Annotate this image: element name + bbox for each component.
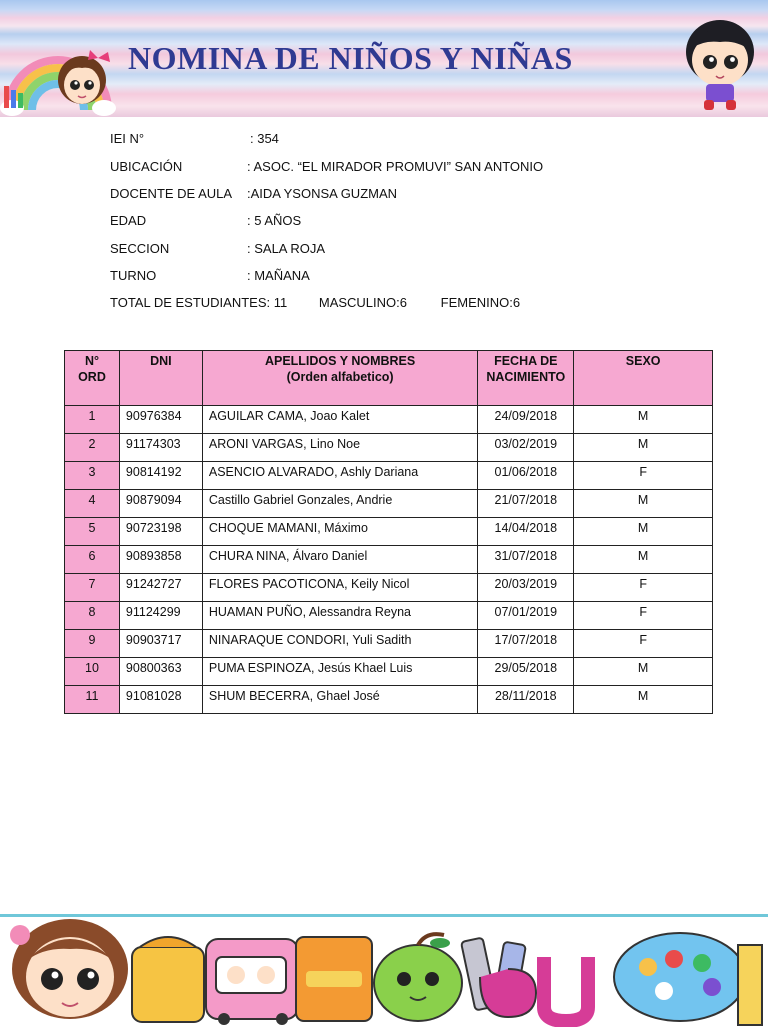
- total-students: TOTAL DE ESTUDIANTES: 11: [110, 295, 288, 310]
- seccion-value: : SALA ROJA: [247, 241, 326, 256]
- name-cell: SHUM BECERRA, Ghael José: [202, 686, 477, 714]
- table-row: [65, 602, 713, 630]
- info-row-totals: [110, 294, 520, 312]
- turno-label: TURNO: [110, 268, 157, 283]
- sex-cell: M: [574, 546, 713, 574]
- dni-cell: 91174303: [119, 434, 202, 462]
- birthdate-cell: 17/07/2018: [478, 630, 574, 658]
- edad-label: EDAD: [110, 213, 147, 228]
- ord-cell: 6: [65, 546, 120, 574]
- sex-cell: F: [574, 630, 713, 658]
- birthdate-cell: 14/04/2018: [478, 518, 574, 546]
- ord-cell: 2: [65, 434, 120, 462]
- sex-cell: F: [574, 574, 713, 602]
- table-row: [65, 490, 713, 518]
- page-title: NOMINA DE NIÑOS Y NIÑAS: [128, 40, 573, 76]
- name-cell: CHOQUE MAMANI, Máximo: [202, 518, 477, 546]
- name-cell: CHURA NINA, Álvaro Daniel: [202, 546, 477, 574]
- sex-cell: M: [574, 434, 713, 462]
- ord-cell: 5: [65, 518, 120, 546]
- name-cell: FLORES PACOTICONA, Keily Nicol: [202, 574, 477, 602]
- dni-cell: 91124299: [119, 602, 202, 630]
- table-row: [65, 658, 713, 686]
- ubicacion-label: UBICACIÓN: [110, 159, 183, 174]
- dni-cell: 91242727: [119, 574, 202, 602]
- birthdate-cell: 01/06/2018: [478, 462, 574, 490]
- birthdate-cell: 29/05/2018: [478, 658, 574, 686]
- table-row: [65, 434, 713, 462]
- dni-cell: 91081028: [119, 686, 202, 714]
- sex-cell: F: [574, 462, 713, 490]
- sex-cell: M: [574, 518, 713, 546]
- total-femenino: FEMENINO:6: [440, 295, 521, 310]
- ubicacion-value: : ASOC. “EL MIRADOR PROMUVI” SAN ANTONIO: [247, 159, 544, 174]
- sex-cell: M: [574, 686, 713, 714]
- birthdate-cell: 21/07/2018: [478, 490, 574, 518]
- name-cell: PUMA ESPINOZA, Jesús Khael Luis: [202, 658, 477, 686]
- seccion-label: SECCION: [110, 241, 170, 256]
- dni-cell: 90903717: [119, 630, 202, 658]
- birthdate-cell: 31/07/2018: [478, 546, 574, 574]
- table-row: [65, 462, 713, 490]
- table-row: [65, 518, 713, 546]
- name-cell: ARONI VARGAS, Lino Noe: [202, 434, 477, 462]
- ord-cell: 3: [65, 462, 120, 490]
- ord-cell: 9: [65, 630, 120, 658]
- footer-banner: [0, 914, 768, 1027]
- column-header-date: FECHA DE NACIMIENTO: [478, 351, 574, 406]
- sex-cell: M: [574, 406, 713, 434]
- ord-cell: 10: [65, 658, 120, 686]
- sex-cell: F: [574, 602, 713, 630]
- birthdate-cell: 24/09/2018: [478, 406, 574, 434]
- ord-cell: 7: [65, 574, 120, 602]
- ord-cell: 4: [65, 490, 120, 518]
- student-roster-table: [64, 350, 713, 714]
- name-cell: AGUILAR CAMA, Joao Kalet: [202, 406, 477, 434]
- docente-label: DOCENTE DE AULA: [110, 186, 233, 201]
- birthdate-cell: 03/02/2019: [478, 434, 574, 462]
- dni-cell: 90893858: [119, 546, 202, 574]
- sex-cell: M: [574, 490, 713, 518]
- column-header-name: APELLIDOS Y NOMBRES (Orden alfabetico): [202, 351, 477, 406]
- total-masculino: MASCULINO:6: [318, 295, 407, 310]
- table-body: [65, 406, 713, 714]
- turno-value: : MAÑANA: [247, 268, 310, 283]
- ord-cell: 11: [65, 686, 120, 714]
- column-header-ord: N° ORD: [65, 351, 120, 406]
- name-cell: Castillo Gabriel Gonzales, Andrie: [202, 490, 477, 518]
- name-cell: ASENCIO ALVARADO, Ashly Dariana: [202, 462, 477, 490]
- name-cell: HUAMAN PUÑO, Alessandra Reyna: [202, 602, 477, 630]
- birthdate-cell: 07/01/2019: [478, 602, 574, 630]
- dni-cell: 90976384: [119, 406, 202, 434]
- edad-value: : 5 AÑOS: [247, 213, 302, 228]
- column-header-dni: DNI: [119, 351, 202, 406]
- birthdate-cell: 28/11/2018: [478, 686, 574, 714]
- iei-value: : 354: [250, 131, 279, 146]
- docente-value: :AIDA YSONSA GUZMAN: [247, 186, 398, 201]
- header-banner: [0, 0, 768, 117]
- table-row: [65, 686, 713, 714]
- column-header-sex: SEXO: [574, 351, 713, 406]
- table-header-row: [65, 351, 713, 406]
- ord-cell: 8: [65, 602, 120, 630]
- table-row: [65, 546, 713, 574]
- dni-cell: 90800363: [119, 658, 202, 686]
- rainbow-girl-illustration: [0, 30, 125, 117]
- table-row: [65, 574, 713, 602]
- ord-cell: 1: [65, 406, 120, 434]
- dni-cell: 90879094: [119, 490, 202, 518]
- iei-label: IEI N°: [110, 131, 145, 146]
- school-supplies-illustration: [0, 917, 768, 1027]
- boy-cartoon-illustration: [676, 14, 764, 114]
- table-row: [65, 406, 713, 434]
- dni-cell: 90723198: [119, 518, 202, 546]
- table-row: [65, 630, 713, 658]
- sex-cell: M: [574, 658, 713, 686]
- name-cell: NINARAQUE CONDORI, Yuli Sadith: [202, 630, 477, 658]
- birthdate-cell: 20/03/2019: [478, 574, 574, 602]
- dni-cell: 90814192: [119, 462, 202, 490]
